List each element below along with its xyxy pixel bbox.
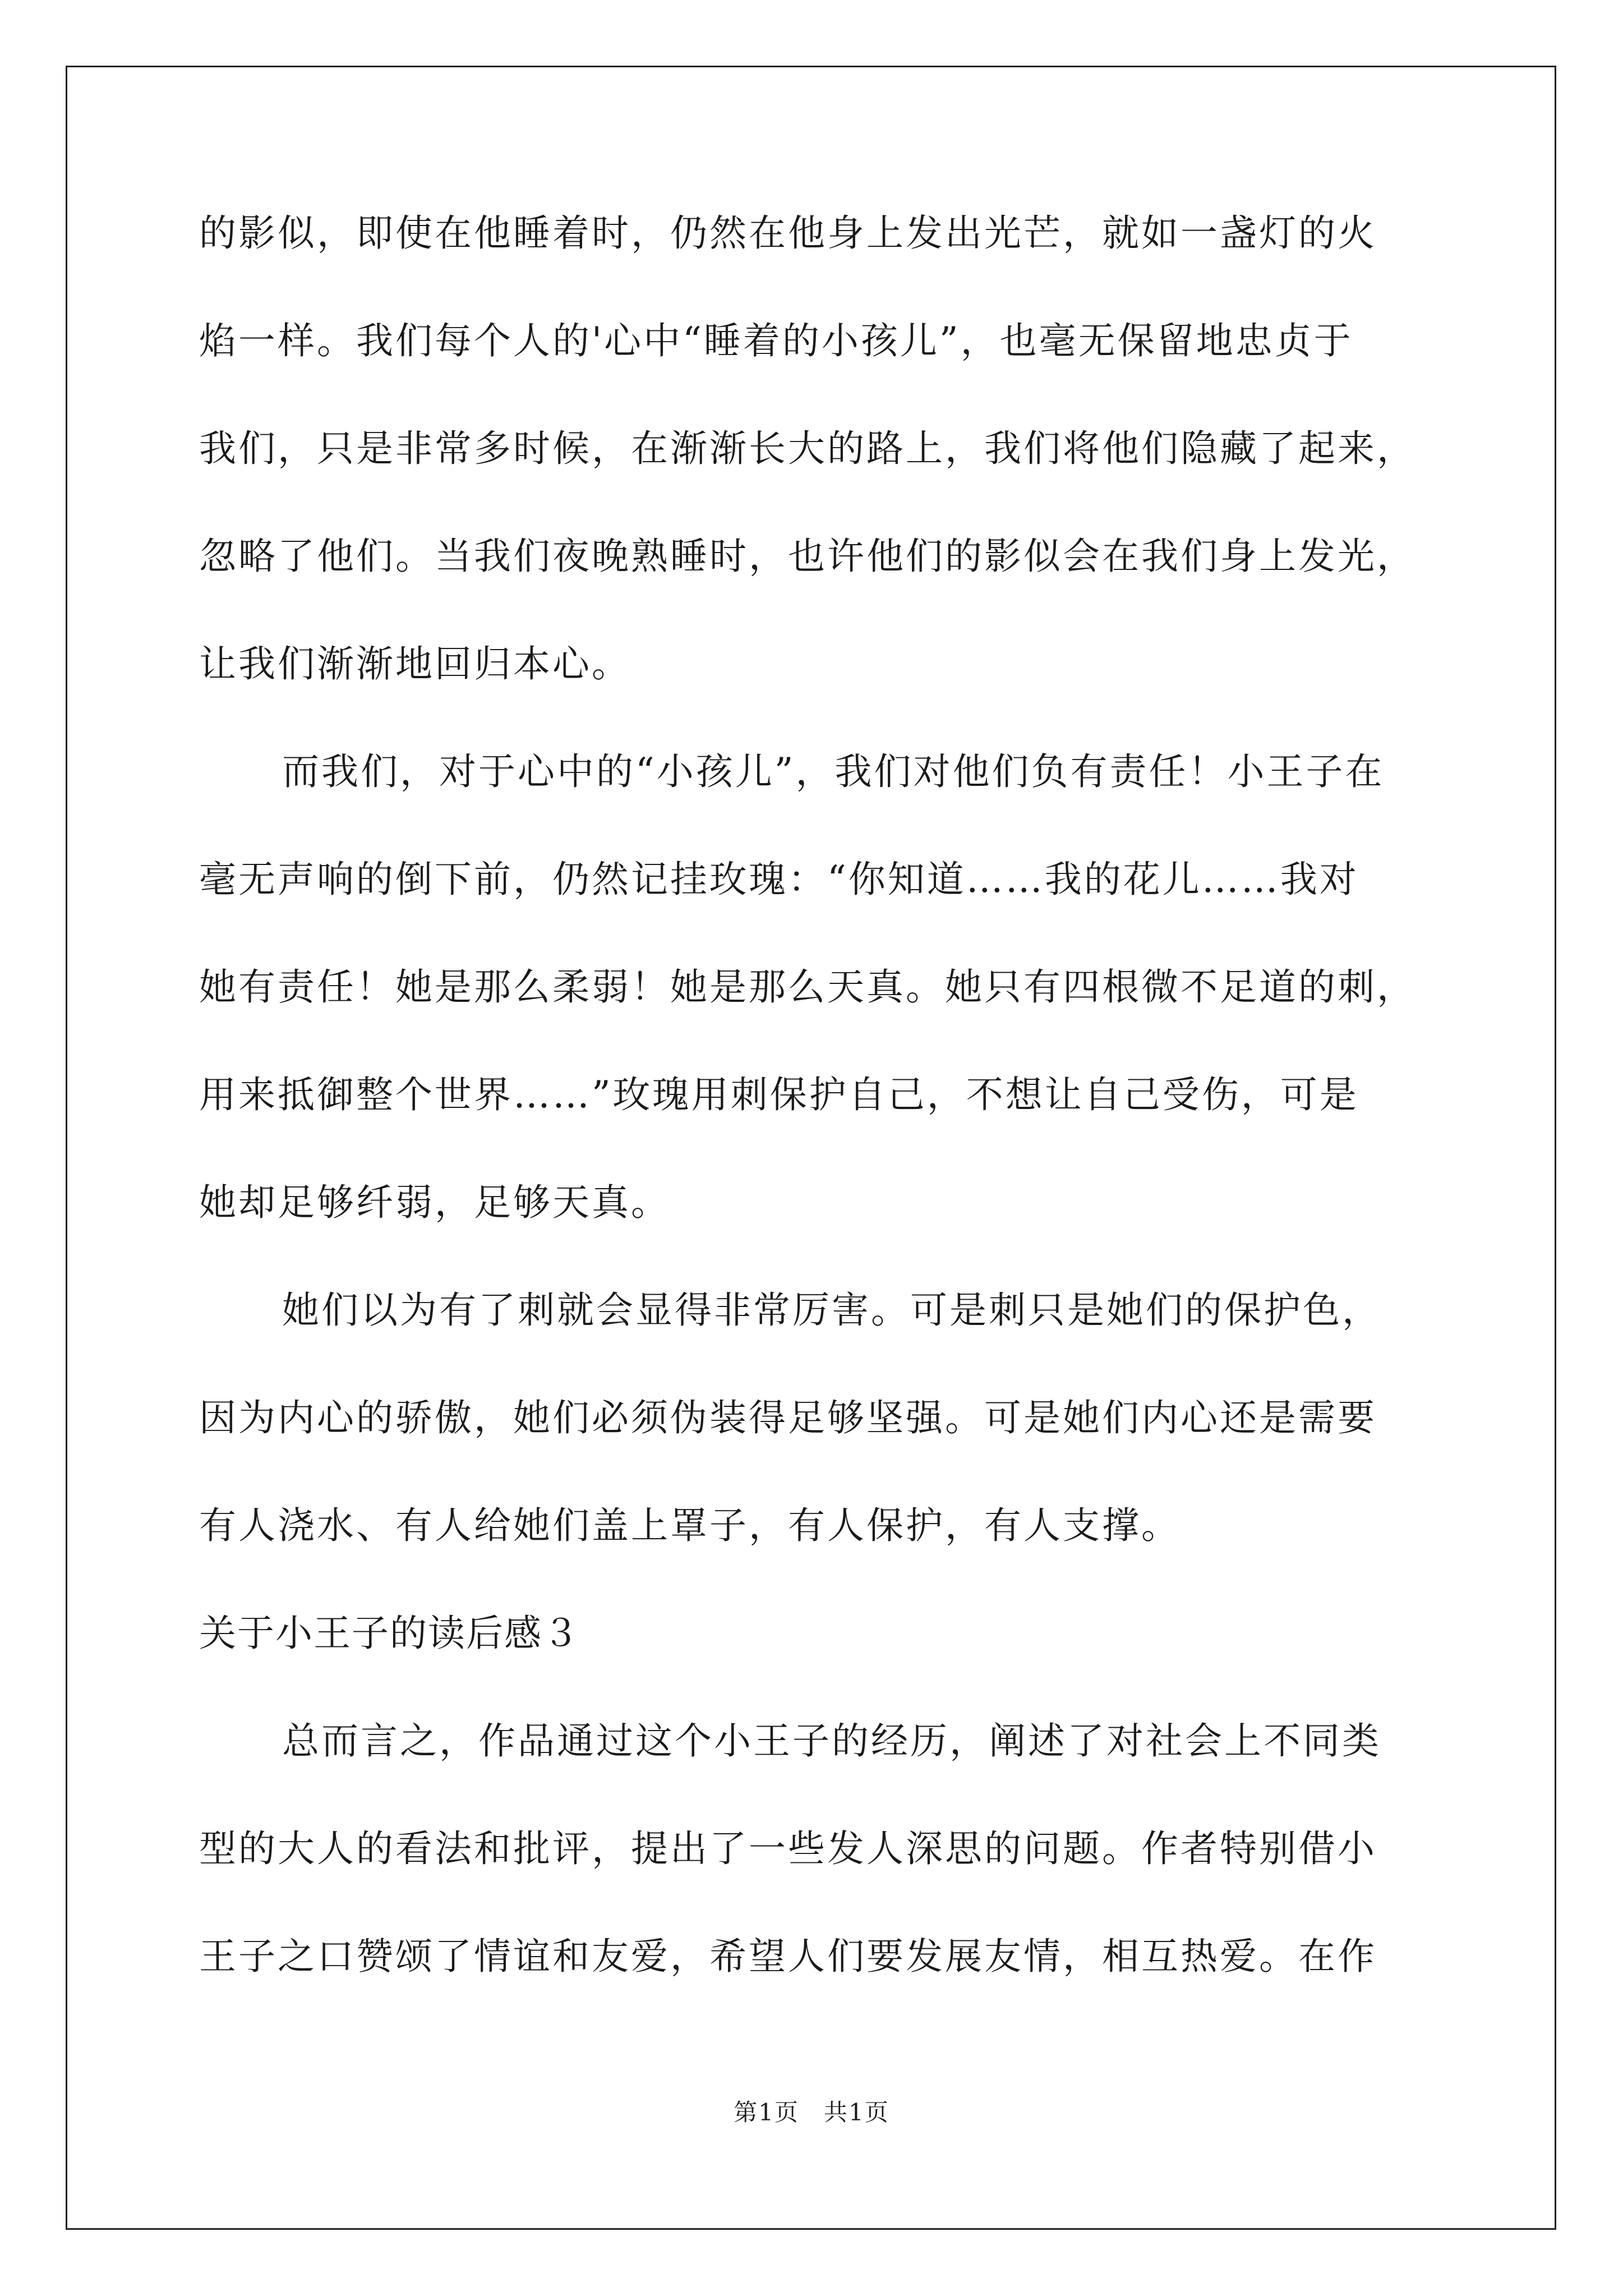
paragraph-first-line: 她们以为有了刺就会显得非常厉害。可是刺只是她们的保护色， [282, 1289, 1381, 1332]
text-line: 王子之口赞颂了情谊和友爱，希望人们要发展友情，相互热爱。在作 [199, 1935, 1377, 1978]
text-line: 的影似，即使在他睡着时，仍然在他身上发出光芒，就如一盏灯的火 [199, 211, 1377, 255]
text-line: 忽略了他们。当我们夜晚熟睡时，也许他们的影似会在我们身上发光， [199, 535, 1416, 578]
text-line: 用来抵御整个世界……”玫瑰用刺保护自己，不想让自己受伤，可是 [199, 1073, 1359, 1116]
page-footer: 第1页 共1页 [734, 2099, 889, 2126]
text-line: 因为内心的骄傲，她们必须伪装得足够坚强。可是她们内心还是需要 [199, 1396, 1377, 1439]
paragraph-first-line: 而我们，对于心中的“小孩儿”，我们对他们负有责任！小王子在 [282, 750, 1385, 793]
text-line: 她却足够纤弱，足够天真。 [199, 1181, 670, 1224]
text-line: 让我们渐渐地回归本心。 [199, 642, 631, 685]
text-line: 有人浇水、有人给她们盖上罩子，有人保护，有人支撑。 [199, 1504, 1181, 1547]
text-line: 毫无声响的倒下前，仍然记挂玫瑰：“你知道……我的花儿……我对 [199, 858, 1359, 901]
document-body [199, 211, 1433, 2046]
text-line: 型的大人的看法和批评，提出了一些发人深思的问题。作者特别借小 [199, 1827, 1377, 1870]
section-title: 关于小王子的读后感３ [199, 1612, 580, 1655]
text-line: 我们，只是非常多时候，在渐渐长大的路上，我们将他们隐藏了起来， [199, 427, 1416, 470]
paragraph-first-line: 总而言之，作品通过这个小王子的经历，阐述了对社会上不同类 [282, 1719, 1381, 1763]
text-line: 她有责任！她是那么柔弱！她是那么天真。她只有四根微不足道的刺， [199, 965, 1416, 1009]
text-line: 焰一样。我们每个人的'心中“睡着的小孩儿”，也毫无保留地忠贞于 [199, 319, 1353, 362]
